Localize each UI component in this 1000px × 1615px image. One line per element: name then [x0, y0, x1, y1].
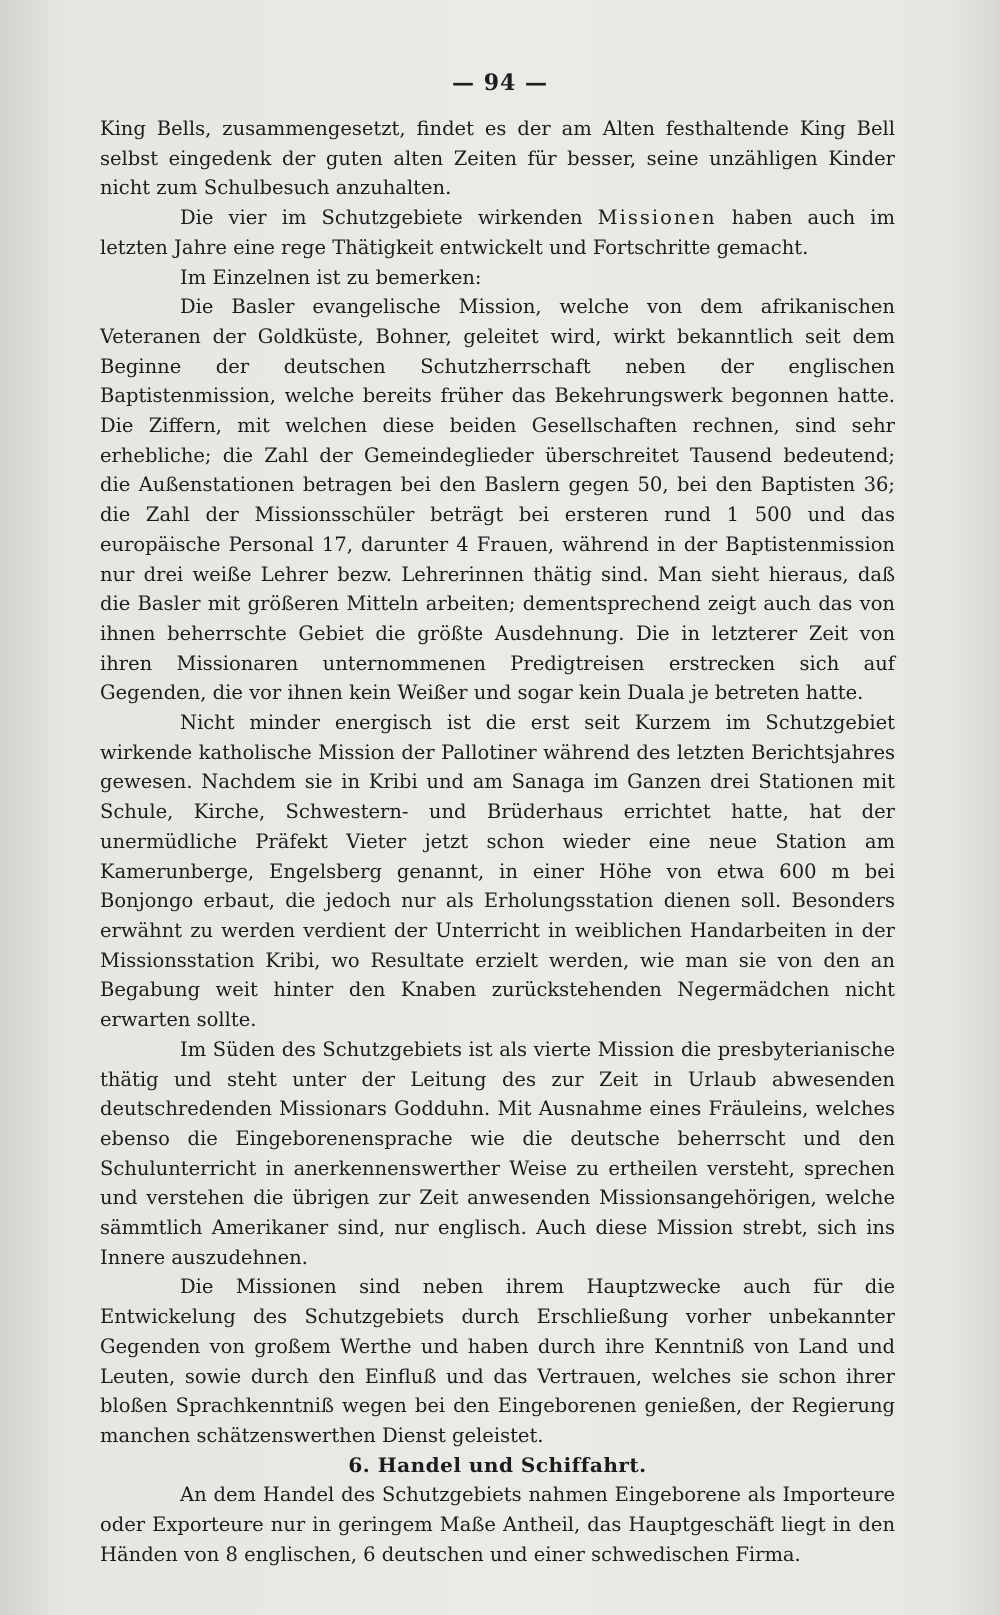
- section-heading-trade: 6. Handel und Schiffahrt.: [348, 1452, 647, 1477]
- paragraph-details-lead: Im Einzelnen ist zu bemerken:: [180, 265, 482, 289]
- paragraph-presbyterian-mission: Im Süden des Schutzgebiets ist als vierte Mission die presbyterianische thätig und steht unter der Leitung des zur Zeit in Urlaub abwesenden deutschredenden Missionars Godduhn. Mit Ausnahme eines Fräuleins, welches ebenso die Eingeborenensprache wie die deutsche beherrscht und den Schulunterricht in anerkennenswerther Weise zu ertheilen versteht, sprechen und verstehen die übrigen zur Zeit anwesenden Missionsangehörigen, welche sämmtlich Amerikaner sind, nur englisch. Auch diese Mission strebt, sich ins Innere auszudehnen.: [100, 1037, 895, 1269]
- spaced-word-missionen: Missionen: [597, 206, 717, 230]
- paragraph-trade: An dem Handel des Schutzgebiets nahmen Eingeborene als Importeure oder Exporteure nur in geringem Maße Antheil, das Hauptgeschäft liegt in den Händen von 8 englischen, 6 deutschen und einer schwedischen Firma.: [100, 1483, 895, 1566]
- page-body: [100, 114, 895, 1569]
- paragraph-missions-intro-end: haben auch im letzten Jahre eine rege Thätigkeit entwickelt und Fortschritte gemacht.: [100, 206, 895, 259]
- paragraph-missions-intro-start: Die vier im Schutzgebiete wirkenden: [180, 206, 598, 230]
- paragraph-missions-value: Die Missionen sind neben ihrem Hauptzwecke auch für die Entwickelung des Schutzgebiets durch Erschließung vorher unbekannter Gegenden von großem Werthe und haben durch ihre Kenntniß von Land und Leuten, sowie durch den Einfluß und das Vertrauen, welches sie schon ihrer bloßen Sprachkenntniß wegen bei den Eingeborenen genießen, der Regierung manchen schätzenswerthen Dienst geleistet.: [100, 1275, 895, 1447]
- paragraph-basler-mission: Die Basler evangelische Mission, welche von dem afrikanischen Veteranen der Goldküste, Bohner, geleitet wird, wirkt bekanntlich seit dem Beginne der deutschen Schutzherrschaft neben der englischen Baptistenmission, welche bereits früher das Bekehrungswerk begonnen hatte. Die Ziffern, mit welchen diese beiden Gesellschaften rechnen, sind sehr erhebliche; die Zahl der Gemeindeglieder überschreitet Tausend bedeutend; die Außenstationen betragen bei den Baslern gegen 50, bei den Baptisten 36; die Zahl der Missionsschüler beträgt bei ersteren rund 1 500 und das europäische Personal 17, darunter 4 Frauen, während in der Baptistenmission nur drei weiße Lehrer bezw. Lehrerinnen thätig sind. Man sieht hieraus, daß die Basler mit größeren Mitteln arbeiten; dementsprechend zeigt auch das von ihnen beherrschte Gebiet die größte Ausdehnung. Die in letzterer Zeit von ihren Missionaren unternommenen Predigtreisen erstrecken sich auf Gegenden, die vor ihnen kein Weißer und sogar kein Duala je betreten hatte.: [100, 295, 895, 705]
- paragraph-catholic-mission: Nicht minder energisch ist die erst seit Kurzem im Schutzgebiet wirkende katholische Mission der Pallotiner während des letzten Berichtsjahres gewesen. Nachdem sie in Kribi und am Sanaga im Ganzen drei Stationen mit Schule, Kirche, Schwestern- und Brüderhaus errichtet hatte, hat der unermüdliche Präfekt Vieter jetzt schon wieder eine neue Station am Kamerunberge, Engelsberg genannt, in einer Höhe von etwa 600 m bei Bonjongo erbaut, die jedoch nur als Erholungsstation dienen soll. Besonders erwähnt zu werden verdient der Unterricht in weiblichen Handarbeiten in der Missionsstation Kribi, wo Resultate erzielt werden, wie man sie von den an Begabung weit hinter den Knaben zurückstehenden Negermädchen nicht erwarten sollte.: [100, 711, 895, 1032]
- paragraph-king-bell: King Bells, zusammengesetzt, findet es der am Alten festhaltende King Bell selbst eingedenk der guten alten Zeiten für besser, seine unzähligen Kinder nicht zum Schulbesuch anzuhalten.: [100, 117, 895, 200]
- page-number: — 94 —: [452, 70, 548, 96]
- paragraph-missions-intro: [100, 203, 895, 262]
